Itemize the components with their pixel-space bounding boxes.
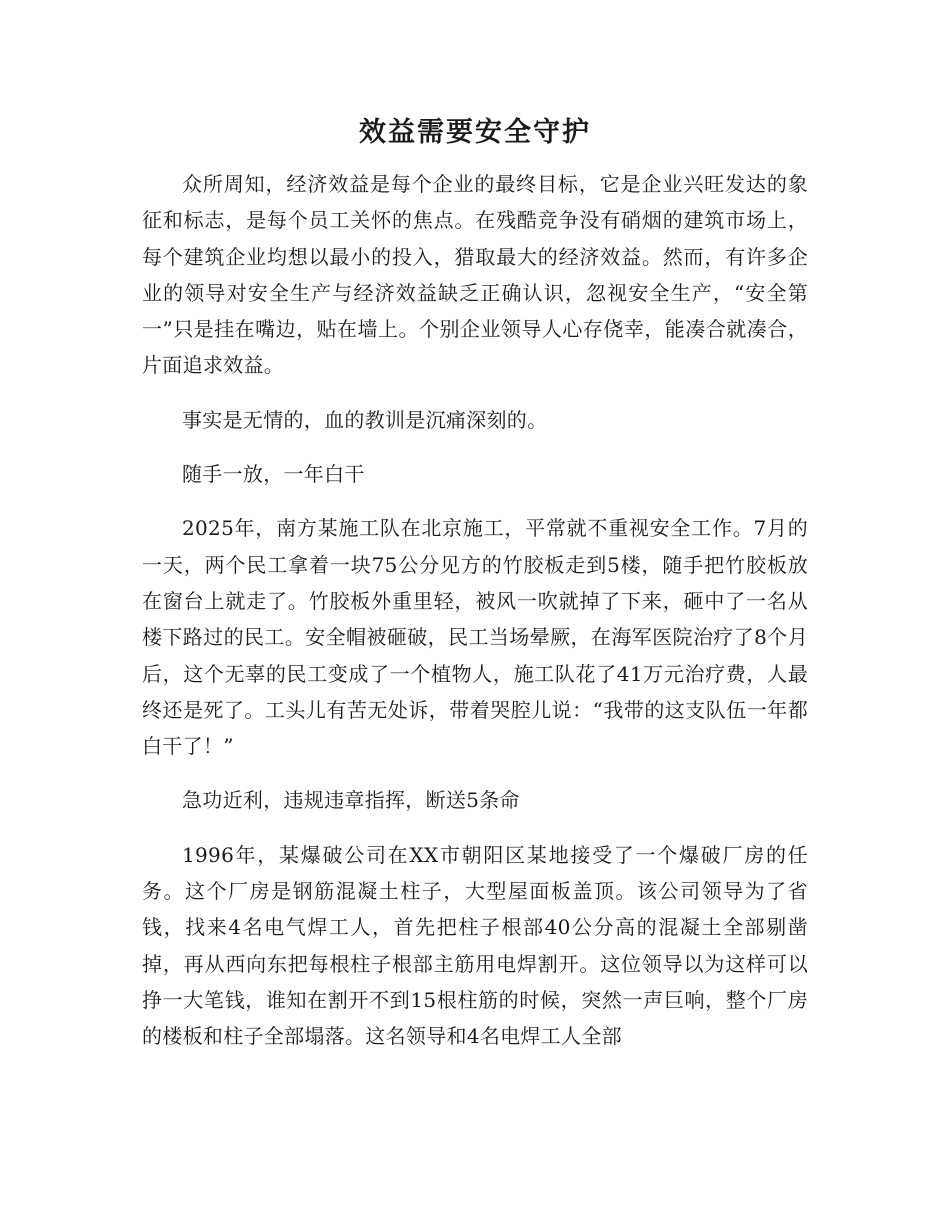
paragraph-case-1: 2025年，南方某施工队在北京施工，平常就不重视安全工作。7月的一天，两个民工拿着一块75公分见方的竹胶板走到5楼，随手把竹胶板放在窗台上就走了。竹胶板外重里轻，被风一吹就掉了下来，砸中了一名从楼下路过的民工。安全帽被砸破，民工当场晕厥，在海军医院治疗了8个月后，这个无辜的民工变成了一个植物人，施工队花了41万元治疗费，人最终还是死了。工头儿有苦无处诉，带着哭腔儿说：“我带的这支队伍一年都白干了！”: [142, 516, 808, 759]
section-heading-2: 急功近利，违规违章指挥，断送5条命: [182, 788, 520, 813]
document-title: 效益需要安全守护: [359, 117, 591, 148]
section-heading-1: 随手一放，一年白干: [182, 462, 365, 487]
document-body: [142, 166, 808, 1073]
paragraph-lesson: 事实是无情的，血的教训是沉痛深刻的。: [182, 407, 548, 432]
paragraph-intro: 众所周知，经济效益是每个企业的最终目标，它是企业兴旺发达的象征和标志，是每个员工关怀的焦点。在残酷竞争没有硝烟的建筑市场上，每个建筑企业均想以最小的投入，猎取最大的经济效益。然而，有许多企业的领导对安全生产与经济效益缺乏正确认识，忽视安全生产，“安全第一”只是挂在嘴边，贴在墙上。个别企业领导人心存侥幸，能凑合就凑合，片面追求效益。: [142, 172, 808, 378]
paragraph-case-2: 1996年，某爆破公司在XX市朝阳区某地接受了一个爆破厂房的任务。这个厂房是钢筋混凝土柱子，大型屋面板盖顶。该公司领导为了省钱，找来4名电气焊工人，首先把柱子根部40公分高的混凝土全部剔凿掉，再从西向东把每根柱子根部主筋用电焊割开。这位领导以为这样可以挣一大笔钱，谁知在割开不到15根柱筋的时候，突然一声巨响，整个厂房的楼板和柱子全部塌落。这名领导和4名电焊工人全部: [142, 842, 808, 1049]
